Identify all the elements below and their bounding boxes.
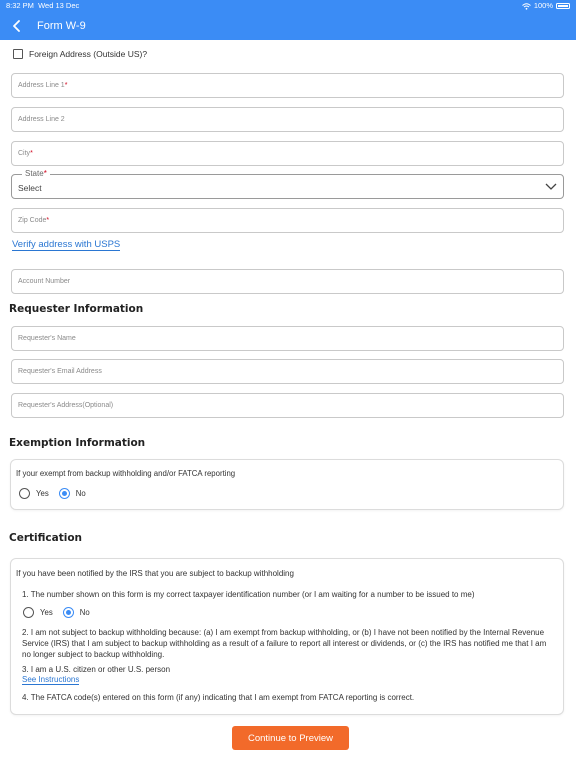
requester-address-placeholder: Requester's Address(Optional) bbox=[18, 402, 114, 409]
requester-email-field[interactable] bbox=[11, 359, 564, 384]
address-line2-field[interactable] bbox=[11, 107, 564, 132]
foreign-address-label: Foreign Address (Outside US)? bbox=[29, 49, 148, 59]
zip-code-text: Zip Code bbox=[18, 217, 47, 224]
required-mark: * bbox=[43, 169, 47, 178]
exemption-no-radio[interactable] bbox=[59, 488, 70, 499]
requester-name-placeholder: Requester's Name bbox=[18, 335, 76, 342]
app-header bbox=[0, 0, 576, 40]
exemption-heading: Exemption Information bbox=[9, 437, 146, 449]
foreign-address-checkbox-row[interactable] bbox=[13, 49, 147, 59]
certification-item-4: 4. The FATCA code(s) entered on this form (if any) indicating that I am exempt from FATCA reporting is correct. bbox=[22, 693, 415, 702]
required-mark: * bbox=[64, 82, 68, 89]
certification-item-3: 3. I am a U.S. citizen or other U.S. person bbox=[22, 665, 171, 674]
city-text: City bbox=[18, 150, 31, 157]
zip-code-field[interactable] bbox=[11, 208, 564, 233]
address-line1-text: Address Line 1 bbox=[18, 82, 65, 89]
status-date: Wed 13 Dec bbox=[38, 1, 80, 10]
account-number-field[interactable] bbox=[11, 269, 564, 294]
requester-heading: Requester Information bbox=[9, 303, 144, 315]
certification-intro: If you have been notified by the IRS that you are subject to backup withholding bbox=[16, 569, 294, 578]
state-label-text: State bbox=[25, 169, 44, 178]
requester-address-field[interactable] bbox=[11, 393, 564, 418]
exemption-question: If your exempt from backup withholding and/or FATCA reporting bbox=[16, 469, 236, 478]
city-placeholder bbox=[18, 150, 33, 157]
required-mark: * bbox=[46, 217, 50, 224]
state-select[interactable] bbox=[11, 169, 564, 199]
requester-name-field[interactable] bbox=[11, 326, 564, 351]
certification-yes-radio[interactable] bbox=[23, 607, 34, 618]
see-instructions-link[interactable]: See Instructions bbox=[22, 675, 80, 684]
foreign-address-checkbox[interactable] bbox=[13, 49, 23, 59]
exemption-radio-group bbox=[19, 488, 86, 499]
address-line1-placeholder bbox=[18, 82, 67, 89]
page-title: Form W-9 bbox=[37, 20, 86, 32]
certification-no-label: No bbox=[79, 608, 90, 617]
state-label bbox=[22, 169, 50, 178]
zip-code-placeholder bbox=[18, 217, 49, 224]
requester-email-placeholder: Requester's Email Address bbox=[18, 368, 102, 375]
certification-card bbox=[10, 558, 564, 715]
certification-yes-label: Yes bbox=[40, 608, 53, 617]
address-line2-placeholder: Address Line 2 bbox=[18, 116, 65, 123]
status-right bbox=[522, 0, 570, 12]
certification-item-2: 2. I am not subject to backup withholding because: (a) I am exempt from backup withholding, or (b) I have not been notified by the Internal Revenue Service (IRS) that I am subject to backup withholding as a result of a failure to report all interest or dividends, or (c) the IRS has notified me that I am no longer subject to backup withholding. bbox=[22, 628, 547, 659]
continue-to-preview-button[interactable]: Continue to Preview bbox=[232, 726, 349, 750]
verify-usps-link[interactable]: Verify address with USPS bbox=[12, 239, 121, 250]
exemption-yes-label: Yes bbox=[36, 489, 49, 498]
chevron-left-icon bbox=[12, 20, 22, 32]
certification-heading: Certification bbox=[9, 532, 83, 544]
exemption-yes-radio[interactable] bbox=[19, 488, 30, 499]
exemption-no-label: No bbox=[75, 489, 86, 498]
back-button[interactable] bbox=[7, 16, 27, 36]
required-mark: * bbox=[30, 150, 33, 157]
certification-item-1: 1. The number shown on this form is my correct taxpayer identification number (or I am waiting for a number to be issued to me) bbox=[22, 590, 475, 599]
city-field[interactable] bbox=[11, 141, 564, 166]
state-value: Select bbox=[18, 183, 42, 193]
nav-bar bbox=[0, 12, 576, 40]
battery-percent: 100% bbox=[533, 1, 553, 10]
address-line1-field[interactable] bbox=[11, 73, 564, 98]
status-time-text: 8:32 PM bbox=[6, 1, 34, 10]
exemption-card bbox=[10, 459, 564, 510]
certification-no-radio[interactable] bbox=[63, 607, 74, 618]
chevron-down-icon bbox=[545, 181, 557, 191]
status-time bbox=[6, 0, 79, 12]
battery-icon bbox=[556, 3, 570, 9]
account-number-placeholder: Account Number bbox=[18, 278, 71, 285]
certification-radio-group bbox=[23, 607, 90, 618]
status-bar bbox=[0, 0, 576, 12]
wifi-icon bbox=[522, 3, 531, 10]
